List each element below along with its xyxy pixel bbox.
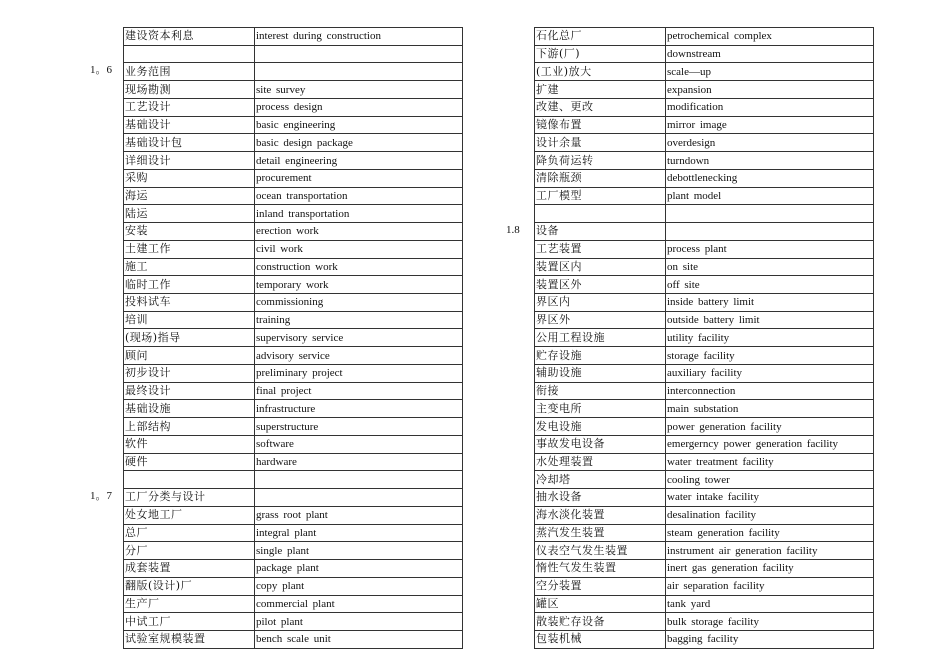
english-term [255, 489, 463, 507]
glossary-row [535, 577, 874, 595]
glossary-row [124, 595, 463, 613]
english-term: modification [666, 98, 874, 116]
section-number-blank [90, 240, 123, 258]
english-term: site survey [255, 81, 463, 99]
left-glossary-table [123, 27, 463, 649]
english-term: hardware [255, 453, 463, 471]
chinese-term: 石化总厂 [535, 28, 666, 46]
english-term: water treatment facility [666, 453, 874, 471]
glossary-row [124, 81, 463, 99]
glossary-row [124, 116, 463, 134]
chinese-term: 公用工程设施 [535, 329, 666, 347]
glossary-row [124, 542, 463, 560]
section-number-blank [506, 151, 534, 169]
section-number-blank [90, 80, 123, 98]
chinese-term: 抽水设备 [535, 489, 666, 507]
english-term [666, 205, 874, 223]
english-term: mirror image [666, 116, 874, 134]
section-number-blank [90, 399, 123, 417]
section-number-blank [506, 27, 534, 45]
glossary-row [124, 294, 463, 312]
english-term: water intake facility [666, 489, 874, 507]
glossary-row [535, 63, 874, 81]
section-number-blank [506, 62, 534, 80]
section-number-blank [90, 311, 123, 329]
chinese-term: 事故发电设备 [535, 435, 666, 453]
section-number-blank [90, 630, 123, 648]
english-term: bagging facility [666, 630, 874, 648]
english-term: petrochemical complex [666, 28, 874, 46]
chinese-term: 上部结构 [124, 418, 255, 436]
section-number-blank [506, 399, 534, 417]
chinese-term: 装置区内 [535, 258, 666, 276]
chinese-term: 施工 [124, 258, 255, 276]
glossary-row [535, 240, 874, 258]
section-number-blank [506, 133, 534, 151]
section-number-blank [90, 187, 123, 205]
glossary-row [124, 435, 463, 453]
section-number-blank [506, 630, 534, 648]
chinese-term: 生产厂 [124, 595, 255, 613]
chinese-term: 装置区外 [535, 276, 666, 294]
chinese-term: 成套装置 [124, 560, 255, 578]
chinese-term: 界区内 [535, 294, 666, 312]
section-number-blank [506, 506, 534, 524]
glossary-row [124, 187, 463, 205]
english-term: infrastructure [255, 400, 463, 418]
section-number-blank [90, 577, 123, 595]
glossary-row [535, 81, 874, 99]
section-number-blank [506, 470, 534, 488]
glossary-row [124, 134, 463, 152]
chinese-term: 海运 [124, 187, 255, 205]
english-term: utility facility [666, 329, 874, 347]
section-number: 1。6 [90, 64, 112, 77]
chinese-term: 工厂模型 [535, 187, 666, 205]
glossary-row [124, 364, 463, 382]
chinese-term: 设计余量 [535, 134, 666, 152]
glossary-row [535, 116, 874, 134]
glossary-row [535, 471, 874, 489]
section-number-blank [90, 116, 123, 134]
glossary-row [124, 28, 463, 46]
chinese-term [124, 45, 255, 63]
section-number-blank [506, 169, 534, 187]
section-number-blank [506, 311, 534, 329]
section-number-blank [506, 435, 534, 453]
english-term: procurement [255, 169, 463, 187]
glossary-row [535, 542, 874, 560]
glossary-row [124, 400, 463, 418]
chinese-term: 海水淡化装置 [535, 506, 666, 524]
english-term: scale—up [666, 63, 874, 81]
chinese-term: 惰性气发生装置 [535, 560, 666, 578]
chinese-term: (现场)指导 [124, 329, 255, 347]
english-term: basic engineering [255, 116, 463, 134]
english-term: storage facility [666, 347, 874, 365]
english-term: interest during construction [255, 28, 463, 46]
chinese-term: 试验室规模装置 [124, 630, 255, 648]
chinese-term: 采购 [124, 169, 255, 187]
english-term: integral plant [255, 524, 463, 542]
glossary-row [535, 294, 874, 312]
glossary-row [535, 347, 874, 365]
section-number-blank [506, 293, 534, 311]
chinese-term: 贮存设施 [535, 347, 666, 365]
english-term: steam generation facility [666, 524, 874, 542]
chinese-term: 界区外 [535, 311, 666, 329]
glossary-row [124, 630, 463, 648]
glossary-row [124, 382, 463, 400]
english-term: pilot plant [255, 613, 463, 631]
english-term: tank yard [666, 595, 874, 613]
chinese-term: 最终设计 [124, 382, 255, 400]
english-term: inside battery limit [666, 294, 874, 312]
section-number-blank [90, 524, 123, 542]
glossary-row [535, 489, 874, 507]
glossary-row [535, 329, 874, 347]
english-term: on site [666, 258, 874, 276]
english-term: temporary work [255, 276, 463, 294]
section-number-blank [90, 364, 123, 382]
chinese-term: 安装 [124, 223, 255, 241]
glossary-row [535, 630, 874, 648]
glossary-row [124, 311, 463, 329]
section-number-blank [90, 382, 123, 400]
english-term: construction work [255, 258, 463, 276]
english-term [255, 45, 463, 63]
glossary-row [124, 258, 463, 276]
glossary-row [124, 205, 463, 223]
english-term: grass root plant [255, 506, 463, 524]
english-term: bench scale unit [255, 630, 463, 648]
chinese-term: 陆运 [124, 205, 255, 223]
english-term: power generation facility [666, 418, 874, 436]
glossary-row [124, 329, 463, 347]
glossary-row [124, 98, 463, 116]
chinese-term: 仪表空气发生装置 [535, 542, 666, 560]
glossary-row [535, 152, 874, 170]
section-number-blank [90, 612, 123, 630]
section-number-blank [506, 328, 534, 346]
section-number-blank [506, 417, 534, 435]
section-number-blank [506, 453, 534, 471]
glossary-row [535, 311, 874, 329]
english-term: turndown [666, 152, 874, 170]
english-term: main substation [666, 400, 874, 418]
section-number-blank [506, 364, 534, 382]
chinese-term: 处女地工厂 [124, 506, 255, 524]
english-term: interconnection [666, 382, 874, 400]
chinese-term: 建设资本利息 [124, 28, 255, 46]
glossary-row [124, 489, 463, 507]
english-term: advisory service [255, 347, 463, 365]
glossary-row [535, 595, 874, 613]
section-number-blank [90, 453, 123, 471]
chinese-term: 基础设计包 [124, 134, 255, 152]
section-number-blank [90, 346, 123, 364]
section-number-blank [90, 45, 123, 63]
section-number-blank [506, 382, 534, 400]
chinese-term: 清除瓶颈 [535, 169, 666, 187]
glossary-row [535, 418, 874, 436]
section-number-blank [90, 204, 123, 222]
glossary-row [535, 98, 874, 116]
section-number-blank [506, 346, 534, 364]
chinese-term: 扩建 [535, 81, 666, 99]
english-term: downstream [666, 45, 874, 63]
english-term: package plant [255, 560, 463, 578]
chinese-term: 总厂 [124, 524, 255, 542]
english-term: training [255, 311, 463, 329]
chinese-term: 硬件 [124, 453, 255, 471]
glossary-row [124, 418, 463, 436]
section-number-blank [90, 470, 123, 488]
glossary-row [535, 205, 874, 223]
english-term [255, 471, 463, 489]
chinese-term: 中试工厂 [124, 613, 255, 631]
chinese-term: 投料试车 [124, 294, 255, 312]
english-term: process plant [666, 240, 874, 258]
chinese-term: 工艺设计 [124, 98, 255, 116]
chinese-term: 培训 [124, 311, 255, 329]
english-term: erection work [255, 223, 463, 241]
english-term: plant model [666, 187, 874, 205]
right-glossary-table [534, 27, 874, 649]
glossary-row [124, 506, 463, 524]
section-number-blank [90, 435, 123, 453]
chinese-term: 翻版(设计)厂 [124, 577, 255, 595]
glossary-row [535, 400, 874, 418]
section-number-blank [90, 222, 123, 240]
chinese-term: 包装机械 [535, 630, 666, 648]
english-term: superstructure [255, 418, 463, 436]
glossary-row [535, 453, 874, 471]
chinese-term: 降负荷运转 [535, 152, 666, 170]
glossary-row [535, 382, 874, 400]
section-number-blank [506, 524, 534, 542]
english-term: supervisory service [255, 329, 463, 347]
right-glossary-column [534, 27, 874, 649]
chinese-term: 下游(厂) [535, 45, 666, 63]
section-number-blank [506, 80, 534, 98]
english-term: basic design package [255, 134, 463, 152]
chinese-term: 工艺装置 [535, 240, 666, 258]
chinese-term: 镜像布置 [535, 116, 666, 134]
section-number-blank [90, 417, 123, 435]
chinese-term: (工业)放大 [535, 63, 666, 81]
section-number-blank [90, 595, 123, 613]
glossary-row [124, 613, 463, 631]
section-number-blank [506, 240, 534, 258]
section-number-blank [506, 488, 534, 506]
glossary-row [535, 134, 874, 152]
section-number-blank [90, 293, 123, 311]
english-term: outside battery limit [666, 311, 874, 329]
chinese-term: 辅助设施 [535, 364, 666, 382]
glossary-row [535, 45, 874, 63]
section-number-blank [506, 116, 534, 134]
glossary-row [535, 524, 874, 542]
glossary-row [535, 223, 874, 241]
english-term: single plant [255, 542, 463, 560]
chinese-term: 主变电所 [535, 400, 666, 418]
chinese-term: 工厂分类与设计 [124, 489, 255, 507]
section-number-blank [90, 328, 123, 346]
english-term [255, 63, 463, 81]
chinese-term: 现场勘测 [124, 81, 255, 99]
chinese-term: 基础设施 [124, 400, 255, 418]
english-term: overdesign [666, 134, 874, 152]
section-number-blank [506, 98, 534, 116]
glossary-row [124, 63, 463, 81]
section-number-blank [506, 204, 534, 222]
chinese-term: 改建、更改 [535, 98, 666, 116]
english-term: detail engineering [255, 152, 463, 170]
glossary-row [535, 258, 874, 276]
section-number-blank [90, 258, 123, 276]
english-term: desalination facility [666, 506, 874, 524]
chinese-term: 设备 [535, 223, 666, 241]
section-number-blank [90, 506, 123, 524]
english-term: air separation facility [666, 577, 874, 595]
chinese-term: 空分装置 [535, 577, 666, 595]
english-term: emergerncy power generation facility [666, 435, 874, 453]
glossary-row [535, 506, 874, 524]
section-number-blank [506, 541, 534, 559]
section-number: 1.8 [506, 224, 520, 237]
glossary-row [124, 240, 463, 258]
chinese-term: 土建工作 [124, 240, 255, 258]
chinese-term: 冷却塔 [535, 471, 666, 489]
chinese-term [124, 471, 255, 489]
chinese-term: 散装贮存设备 [535, 613, 666, 631]
section-number-blank [506, 595, 534, 613]
english-term: auxiliary facility [666, 364, 874, 382]
chinese-term [535, 205, 666, 223]
glossary-row [124, 276, 463, 294]
section-number-blank [90, 275, 123, 293]
english-term: commissioning [255, 294, 463, 312]
chinese-term: 水处理装置 [535, 453, 666, 471]
english-term: cooling tower [666, 471, 874, 489]
section-number-blank [90, 169, 123, 187]
section-number-blank [506, 612, 534, 630]
section-number-blank [506, 258, 534, 276]
section-number-blank [506, 275, 534, 293]
glossary-row [535, 28, 874, 46]
english-term: debottlenecking [666, 169, 874, 187]
english-term: inert gas generation facility [666, 560, 874, 578]
glossary-row [124, 577, 463, 595]
glossary-row [124, 223, 463, 241]
section-number-blank [90, 27, 123, 45]
section-number-blank [90, 151, 123, 169]
chinese-term: 初步设计 [124, 364, 255, 382]
chinese-term: 顾问 [124, 347, 255, 365]
english-term: instrument air generation facility [666, 542, 874, 560]
glossary-row [124, 524, 463, 542]
right-section-numbers [506, 27, 534, 648]
section-number-blank [90, 541, 123, 559]
english-term: bulk storage facility [666, 613, 874, 631]
section-number-blank [506, 187, 534, 205]
english-term: inland transportation [255, 205, 463, 223]
chinese-term: 衔接 [535, 382, 666, 400]
chinese-term: 发电设施 [535, 418, 666, 436]
english-term: civil work [255, 240, 463, 258]
english-term: off site [666, 276, 874, 294]
glossary-row [535, 560, 874, 578]
english-term: final project [255, 382, 463, 400]
english-term: process design [255, 98, 463, 116]
chinese-term: 业务范围 [124, 63, 255, 81]
glossary-row [124, 453, 463, 471]
english-term [666, 223, 874, 241]
english-term: software [255, 435, 463, 453]
section-number-blank [506, 559, 534, 577]
chinese-term: 蒸汽发生装置 [535, 524, 666, 542]
glossary-row [124, 347, 463, 365]
chinese-term: 罐区 [535, 595, 666, 613]
glossary-row [535, 364, 874, 382]
glossary-row [535, 169, 874, 187]
glossary-row [124, 152, 463, 170]
section-number-blank [90, 133, 123, 151]
english-term: ocean transportation [255, 187, 463, 205]
glossary-row [535, 276, 874, 294]
glossary-row [124, 471, 463, 489]
section-number-blank [506, 577, 534, 595]
english-term: copy plant [255, 577, 463, 595]
chinese-term: 临时工作 [124, 276, 255, 294]
chinese-term: 软件 [124, 435, 255, 453]
section-number-blank [90, 98, 123, 116]
glossary-row [124, 169, 463, 187]
glossary-row [124, 45, 463, 63]
left-section-numbers [90, 27, 123, 648]
section-number-blank [90, 559, 123, 577]
glossary-row [124, 560, 463, 578]
glossary-row [535, 187, 874, 205]
english-term: commercial plant [255, 595, 463, 613]
chinese-term: 分厂 [124, 542, 255, 560]
chinese-term: 基础设计 [124, 116, 255, 134]
section-number-blank [506, 45, 534, 63]
glossary-row [535, 435, 874, 453]
english-term: expansion [666, 81, 874, 99]
glossary-row [535, 613, 874, 631]
section-number: 1。7 [90, 490, 112, 503]
chinese-term: 详细设计 [124, 152, 255, 170]
left-glossary-column [123, 27, 463, 649]
english-term: preliminary project [255, 364, 463, 382]
